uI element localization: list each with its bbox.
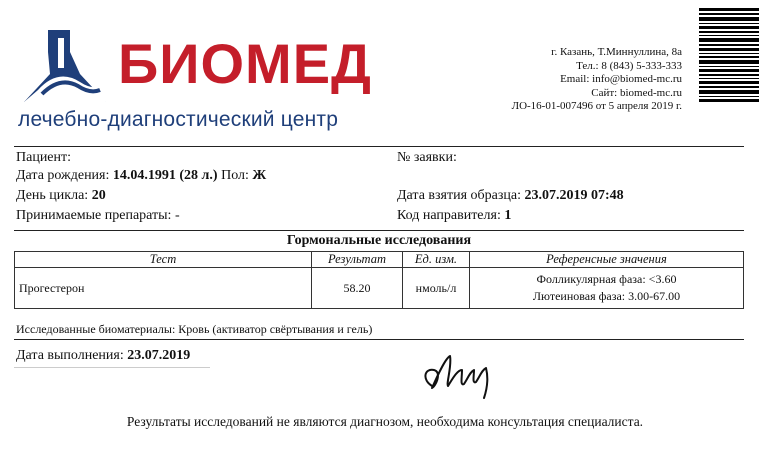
test-name-cell: Прогестерон (15, 268, 312, 309)
reference-luteal: Лютеиновая фаза: 3.00-67.00 (532, 289, 681, 303)
brand-tagline: лечебно-диагностический центр (18, 108, 339, 131)
barcode-icon (699, 8, 759, 104)
birthdate-label: Дата рождения: (16, 168, 110, 183)
contact-email: Email: info@biomed-mc.ru (560, 73, 682, 86)
column-header-unit: Ед. изм. (403, 252, 470, 268)
sample-date-value: 23.07.2019 07:48 (524, 188, 624, 203)
order-number-label: № заявки: (397, 150, 457, 165)
column-header-test: Тест (15, 252, 312, 268)
disclaimer-note: Результаты исследований не являются диагнозом, необходима консультация специалиста. (126, 414, 644, 429)
birthdate-row (16, 167, 266, 185)
completion-underline (14, 367, 210, 368)
contact-phone: Тел.: 8 (843) 5-333-333 (576, 59, 682, 72)
patient-name-row (16, 149, 71, 167)
order-number-row (397, 149, 457, 167)
sample-date-row (397, 187, 624, 205)
medications-value: - (174, 208, 180, 223)
header-divider (14, 146, 744, 147)
medications-label: Принимаемые препараты: (16, 208, 172, 223)
result-value-cell: 58.20 (312, 268, 403, 309)
signature-icon (418, 340, 510, 406)
column-header-result: Результат (312, 252, 403, 268)
medications-row (16, 207, 180, 225)
contact-website: Сайт: biomed-mc.ru (591, 86, 682, 99)
cycle-day-value: 20 (91, 188, 106, 203)
clinic-contacts (512, 46, 682, 114)
completion-date-label: Дата выполнения: (16, 348, 124, 363)
contact-license: ЛО-16-01-007496 от 5 апреля 2019 г. (511, 100, 682, 113)
sample-date-label: Дата взятия образца: (397, 188, 521, 203)
biomaterial-note: Исследованные биоматериалы: Кровь (активатор свёртывания и гель) (16, 322, 373, 336)
birthdate-value: 14.04.1991 (28 л.) (112, 168, 218, 183)
table-title: Гормональные исследования (286, 233, 472, 248)
reference-cell (470, 268, 744, 309)
cycle-day-label: День цикла: (16, 188, 89, 203)
referrer-code-label: Код направителя: (397, 208, 501, 223)
contact-address: г. Казань, Т.Миннуллина, 8а (551, 46, 682, 58)
info-divider (14, 230, 744, 231)
table-row (15, 268, 744, 309)
table-header-row (15, 252, 744, 268)
reference-follicular: Фолликулярная фаза: <3.60 (536, 272, 677, 286)
brand-name: БИОМЕД (118, 32, 372, 95)
column-header-reference: Референсные значения (470, 252, 744, 268)
patient-label: Пациент: (16, 150, 72, 165)
referrer-code-value: 1 (504, 208, 512, 223)
sex-label: Пол: (221, 168, 249, 183)
sex-value: Ж (252, 168, 267, 183)
results-table (14, 251, 744, 309)
completion-date-row (16, 347, 190, 365)
referrer-code-row (397, 207, 511, 225)
cycle-day-row (16, 187, 106, 205)
completion-date-value: 23.07.2019 (127, 348, 191, 363)
unit-cell: нмоль/л (403, 268, 470, 309)
biomaterial-divider (14, 339, 744, 340)
biomed-logo-icon (18, 24, 114, 108)
